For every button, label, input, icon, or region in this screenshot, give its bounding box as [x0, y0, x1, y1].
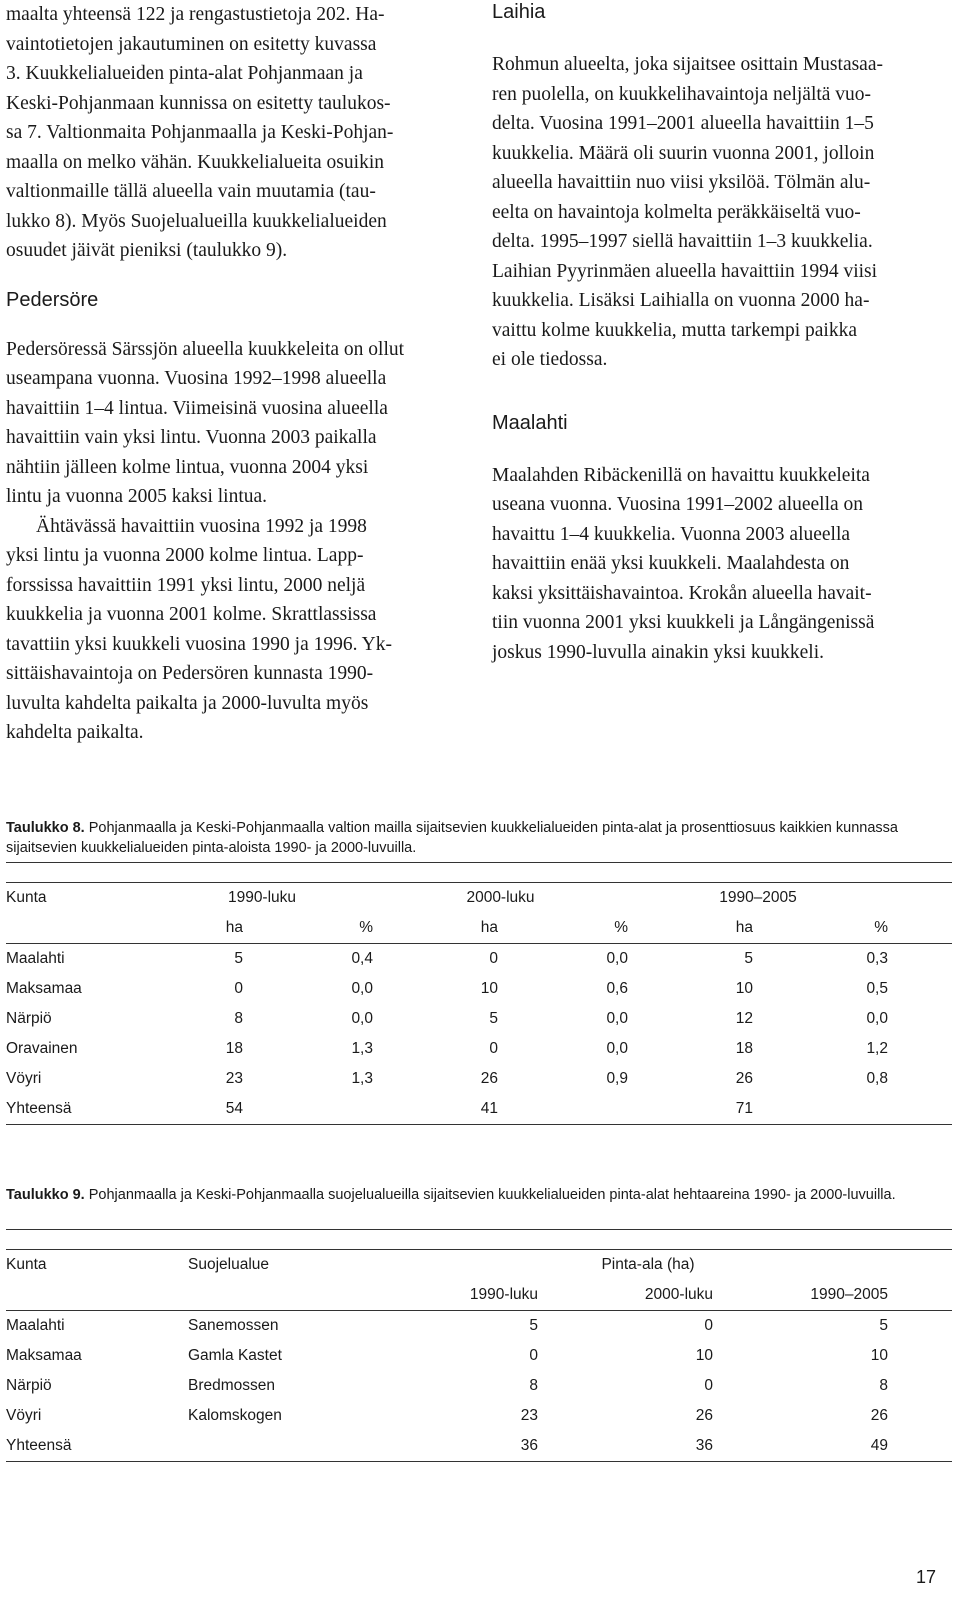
- table-row: [6, 1341, 952, 1371]
- right-column: [492, 0, 947, 667]
- table-cell: 1,3: [351, 1070, 373, 1087]
- text-line: valtionmaille tällä alueella vain muutamia (tau-: [6, 181, 376, 202]
- table-cell: 0: [234, 980, 243, 997]
- table-cell: 26: [480, 1070, 498, 1087]
- table-cell: 0,0: [351, 1010, 373, 1027]
- page-number: 17: [915, 1567, 936, 1587]
- table-cell: 12: [735, 1010, 753, 1027]
- table9-header-row: [6, 1250, 952, 1281]
- table-cell: [243, 1094, 373, 1125]
- table-cell: 0,4: [351, 950, 373, 967]
- table8-subheader-cell: ha: [151, 913, 243, 944]
- table-row: [6, 1311, 952, 1342]
- text-line: eelta on havaintoja kolmelta peräkkäiseltä vuo-: [492, 201, 861, 223]
- table8-header-kunta: Kunta: [6, 883, 151, 914]
- table-cell: 5: [744, 950, 753, 967]
- text-line: kahdelta paikalta.: [6, 722, 144, 743]
- table-cell: 0,6: [606, 980, 628, 997]
- table-cell: 8: [529, 1377, 538, 1394]
- table9-subheader-cell: 2000-luku: [538, 1280, 713, 1311]
- text-line: maalta yhteensä 122 ja rengastustietoja 202. Ha-: [6, 4, 385, 25]
- text-line: havaittiin vain yksi lintu. Vuonna 2003 paikalla: [6, 427, 377, 448]
- text-line: Maalahden Ribäckenillä on havaittu kuukkeleita: [492, 464, 870, 486]
- left-column: [6, 0, 461, 748]
- text-line: useampana vuonna. Vuosina 1992–1998 alueella: [6, 368, 387, 389]
- table-cell: Sanemossen: [188, 1317, 279, 1334]
- table-cell: 0,0: [606, 1010, 628, 1027]
- table-row: [6, 1064, 952, 1094]
- text-line: useana vuonna. Vuosina 1991–2002 alueella on: [492, 494, 864, 515]
- table-row: [6, 944, 952, 975]
- text-line: joskus 1990-luvulla ainakin yksi kuukkeli.: [492, 641, 825, 663]
- table9-subheader-cell: 1990-luku: [408, 1280, 538, 1311]
- text-line: vaintotietojen jakautuminen on esitetty kuvassa: [6, 33, 377, 55]
- table-cell: Kalomskogen: [188, 1407, 282, 1424]
- table-cell: 54: [151, 1094, 243, 1125]
- table8-label: Taulukko 8.: [6, 820, 85, 836]
- table8-caption-divider: [6, 862, 952, 863]
- table-cell: Gamla Kastet: [188, 1347, 282, 1364]
- section-heading-pedersore: Pedersöre: [6, 288, 99, 311]
- table-row: [6, 1034, 952, 1064]
- table9-caption-text: Pohjanmaalla ja Keski-Pohjanmaalla suojelualueilla sijaitsevien kuukkelialueiden pinta-alat hehtaareina 1990- ja 2000-luvuilla.: [84, 1187, 896, 1203]
- table-cell: 36: [538, 1431, 713, 1462]
- table-cell: [498, 1094, 628, 1125]
- intro-paragraph: [6, 0, 461, 266]
- pedersore-paragraph-1: [6, 335, 461, 512]
- table8-subheader-cell: %: [753, 913, 888, 944]
- table8-caption: [6, 818, 952, 858]
- table-cell: [188, 1431, 408, 1462]
- text-line: kuukkelia ja vuonna 2001 kolme. Skrattlassissa: [6, 604, 377, 625]
- table-cell: 5: [489, 1010, 498, 1027]
- text-line: delta. 1995–1997 siellä havaittiin 1–3 kuukkelia.: [492, 231, 873, 252]
- table-cell: 26: [735, 1070, 753, 1087]
- table8-header-row: [6, 883, 952, 914]
- table-cell: 0,0: [866, 1010, 888, 1027]
- table8-caption-text: Pohjanmaalla ja Keski-Pohjanmaalla valtion mailla sijaitsevien kuukkelialueiden pinta-alat ja prosenttiosuus kaikkien kunnassa sijaitsevien kuukkelialueiden pinta-aloista 1990- ja 2000-luvuilla.: [6, 820, 898, 856]
- text-line: vaittu kolme kuukkelia, mutta tarkempi paikka: [492, 319, 857, 341]
- text-line: forssissa havaittiin 1991 yksi lintu, 2000 neljä: [6, 574, 366, 596]
- table-cell: Närpiö: [6, 1010, 52, 1027]
- table-cell: 23: [520, 1407, 538, 1424]
- table-cell: 10: [735, 980, 753, 997]
- table-row: [6, 1004, 952, 1034]
- text-line: osuudet jäivät pieniksi (taulukko 9).: [6, 240, 288, 261]
- table-cell: 1,3: [351, 1040, 373, 1057]
- table-cell: 26: [870, 1407, 888, 1424]
- text-line: delta. Vuosina 1991–2001 alueella havaittiin 1–5: [492, 113, 874, 134]
- text-line: lintu ja vuonna 2005 kaksi lintua.: [6, 486, 268, 507]
- table-cell: 8: [879, 1377, 888, 1394]
- table-cell: 0,3: [866, 950, 888, 967]
- table-row-total: [6, 1094, 952, 1125]
- table-cell: 10: [695, 1347, 713, 1364]
- table-row-total: [6, 1431, 952, 1462]
- table-cell: 23: [225, 1070, 243, 1087]
- text-line: ren puolella, on kuukkelihavaintoja neljältä vuo-: [492, 83, 872, 105]
- table-cell: 0,9: [606, 1070, 628, 1087]
- text-line: kuukkelia. Lisäksi Laihialla on vuonna 2000 ha-: [492, 290, 870, 311]
- section-heading-laihia: Laihia: [492, 1, 546, 23]
- table-cell: 0,0: [606, 950, 628, 967]
- table9: [6, 1249, 952, 1462]
- table-cell: 0,5: [866, 980, 888, 997]
- table-cell: Maalahti: [6, 950, 65, 967]
- table-cell: 10: [870, 1347, 888, 1364]
- table-row: [6, 1401, 952, 1431]
- text-line: havaittiin enää yksi kuukkeli. Maalahdesta on: [492, 553, 850, 574]
- text-line: kaksi yksittäishavaintoa. Krokån alueella havait-: [492, 582, 872, 604]
- text-line: sa 7. Valtionmaita Pohjanmaalla ja Keski-Pohjan-: [6, 122, 394, 143]
- text-line: Ähtävässä havaittiin vuosina 1992 ja 1998: [36, 515, 367, 537]
- table-cell: Vöyri: [6, 1407, 42, 1424]
- text-line: 3. Kuukkelialueiden pinta-alat Pohjanmaan ja: [6, 63, 363, 84]
- text-line: maalla on melko vähän. Kuukkelialueita osuikin: [6, 151, 384, 173]
- table-cell: 0,8: [866, 1070, 888, 1087]
- table9-caption: [6, 1185, 952, 1205]
- table-cell: Bredmossen: [188, 1377, 276, 1394]
- text-line: lukko 8). Myös Suojelualueilla kuukkelialueiden: [6, 210, 387, 232]
- text-line: ei ole tiedossa.: [492, 349, 608, 370]
- table-cell: 0: [489, 950, 498, 967]
- table8-subheader-row: [6, 913, 952, 944]
- table8-header-2000: 2000-luku: [373, 883, 628, 914]
- table-cell: [753, 1094, 888, 1125]
- table-cell: Oravainen: [6, 1040, 78, 1057]
- table8-subheader-cell: ha: [373, 913, 498, 944]
- text-line: luvulta kahdelta paikalta ja 2000-luvulta myös: [6, 692, 369, 714]
- table-cell: 10: [480, 980, 498, 997]
- table8-header-1990: 1990-luku: [151, 883, 373, 914]
- text-line: tiin vuonna 2001 yksi kuukkeli ja Långängenissä: [492, 612, 875, 633]
- table-cell: 0: [489, 1040, 498, 1057]
- table-row: [6, 974, 952, 1004]
- table-cell: 36: [408, 1431, 538, 1462]
- table-cell: Yhteensä: [6, 1094, 151, 1125]
- table-cell: 18: [735, 1040, 753, 1057]
- text-line: alueella havaittiin nuo viisi yksilöä. Tölmän alu-: [492, 172, 871, 193]
- text-line: Rohmun alueelta, joka sijaitsee osittain Mustasaa-: [492, 54, 883, 75]
- table-cell: 5: [529, 1317, 538, 1334]
- table8-subheader-cell: %: [243, 913, 373, 944]
- table9-label: Taulukko 9.: [6, 1187, 85, 1203]
- table-cell: Närpiö: [6, 1377, 52, 1394]
- table-cell: 49: [713, 1431, 888, 1462]
- text-line: tavattiin yksi kuukkeli vuosina 1990 ja 1996. Yk-: [6, 633, 392, 655]
- table-cell: 71: [628, 1094, 753, 1125]
- table-cell: Vöyri: [6, 1070, 42, 1087]
- text-line: havaittiin 1–4 lintua. Viimeisinä vuosina alueella: [6, 397, 388, 419]
- text-line: Pedersöressä Särssjön alueella kuukkeleita on ollut: [6, 338, 405, 360]
- maalahti-paragraph: [492, 461, 947, 668]
- table8-header-1990-2005: 1990–2005: [628, 883, 888, 914]
- table-cell: 8: [234, 1010, 243, 1027]
- text-line: Keski-Pohjanmaan kunnissa on esitetty taulukos-: [6, 92, 391, 114]
- text-line: nähtiin jälleen kolme lintua, vuonna 2004 yksi: [6, 456, 369, 478]
- table-cell: 5: [234, 950, 243, 967]
- table-cell: 1,2: [866, 1040, 888, 1057]
- table9-caption-divider: [6, 1229, 952, 1230]
- table9-subheader-cell: 1990–2005: [713, 1280, 888, 1311]
- pedersore-paragraph-2: [6, 512, 461, 748]
- table-cell: 18: [225, 1040, 243, 1057]
- table-cell: 0,0: [351, 980, 373, 997]
- table-row: [6, 1371, 952, 1401]
- text-line: yksi lintu ja vuonna 2000 kolme lintua. Lapp-: [6, 545, 364, 566]
- table9-header-pinta-ala: Pinta-ala (ha): [408, 1250, 888, 1281]
- table-cell: Yhteensä: [6, 1431, 188, 1462]
- text-line: havaittu 1–4 kuukkelia. Vuonna 2003 alueella: [492, 523, 851, 545]
- table9-header-suojelualue: Suojelualue: [188, 1250, 408, 1281]
- table-cell: Maalahti: [6, 1317, 65, 1334]
- table8-subheader-cell: ha: [628, 913, 753, 944]
- table-cell: 0: [529, 1347, 538, 1364]
- table-cell: 26: [695, 1407, 713, 1424]
- laihia-paragraph: [492, 50, 947, 375]
- table8-subheader-cell: %: [498, 913, 628, 944]
- table-cell: 0,0: [606, 1040, 628, 1057]
- table-cell: Maksamaa: [6, 980, 82, 997]
- text-line: sittäishavaintoja on Pedersören kunnasta 1990-: [6, 663, 374, 684]
- text-line: kuukkelia. Määrä oli suurin vuonna 2001, jolloin: [492, 142, 875, 164]
- section-heading-maalahti: Maalahti: [492, 411, 568, 434]
- table-cell: 5: [879, 1317, 888, 1334]
- table9-header-kunta: Kunta: [6, 1250, 188, 1281]
- table-cell: 0: [704, 1317, 713, 1334]
- table-cell: Maksamaa: [6, 1347, 82, 1364]
- table-cell: 0: [704, 1377, 713, 1394]
- table8: [6, 882, 952, 1125]
- text-line: Laihian Pyyrinmäen alueella havaittiin 1994 viisi: [492, 260, 878, 282]
- table-cell: 41: [373, 1094, 498, 1125]
- table9-subheader-row: [6, 1280, 952, 1311]
